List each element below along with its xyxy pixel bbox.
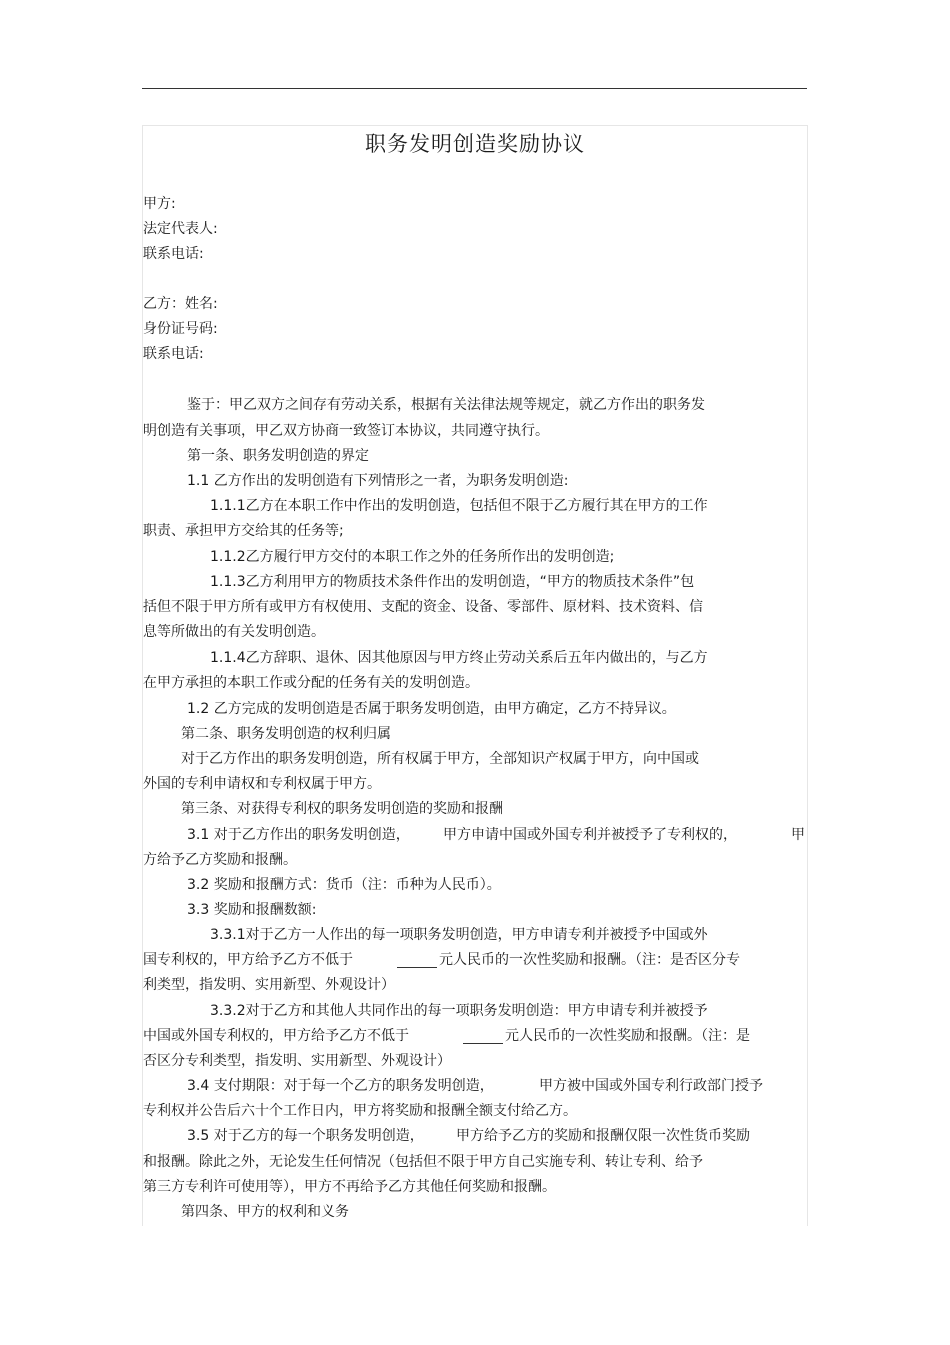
clause-3-3-2-part-2: 元人民币的一次性奖励和报酬。（注：是 (505, 1028, 750, 1044)
clause-3-3-1-line-3: 利类型，指发明、实用新型、外观设计） (143, 977, 395, 993)
document-title: 职务发明创造奖励协议 (365, 132, 585, 156)
clause-3-1-line-2: 方给予乙方奖励和报酬。 (143, 852, 297, 868)
header-rule (142, 88, 807, 89)
clause-3-3-2-line-3: 否区分专利类型，指发明、实用新型、外观设计） (143, 1053, 451, 1069)
party-b-name: 乙方：姓名: (143, 296, 218, 312)
clause-2-line-2: 外国的专利申请权和专利权属于甲方。 (143, 776, 381, 792)
clause-3-1-part-2: 甲方申请中国或外国专利并被授予了专利权的， (443, 827, 737, 843)
clause-1-1-3-line-2: 括但不限于甲方所有或甲方有权使用、支配的资金、设备、零部件、原材料、技术资料、信 (143, 599, 703, 615)
party-a-phone: 联系电话: (143, 246, 204, 262)
clause-3-1-part-3: 甲 (791, 827, 805, 843)
clause-3-3-2-part-1: 中国或外国专利权的，甲方给予乙方不低于 (143, 1028, 409, 1044)
preamble-line-1: 鉴于：甲乙双方之间存有劳动关系，根据有关法律法规等规定，就乙方作出的职务发 (187, 397, 705, 413)
article-3-heading: 第三条、对获得专利权的职务发明创造的奖励和报酬 (181, 801, 503, 817)
clause-3-1-part-1: 3.1 对于乙方作出的职务发明创造， (187, 827, 410, 843)
clause-1-1-4-line-1: 1.1.4乙方辞职、退休、因其他原因与甲方终止劳动关系后五年内做出的，与乙方 (210, 650, 708, 666)
amount-blank-1[interactable] (397, 953, 437, 968)
article-2-heading: 第二条、职务发明创造的权利归属 (181, 726, 391, 742)
clause-3-5-part-2: 甲方给予乙方的奖励和报酬仅限一次性货币奖励 (456, 1128, 750, 1144)
clause-1-1-1-line-1: 1.1.1乙方在本职工作中作出的发明创造，包括但不限于乙方履行其在甲方的工作 (210, 498, 708, 514)
clause-1-1-4-line-2: 在甲方承担的本职工作或分配的任务有关的发明创造。 (143, 675, 479, 691)
clause-3-4-part-1: 3.4 支付期限：对于每一个乙方的职务发明创造， (187, 1078, 494, 1094)
clause-3-5-line-3: 第三方专利许可使用等），甲方不再给予乙方其他任何奖励和报酬。 (143, 1179, 556, 1195)
clause-1-1-3-line-1: 1.1.3乙方利用甲方的物质技术条件作出的发明创造，“甲方的物质技术条件”包 (210, 574, 695, 590)
clause-3-4-part-2: 甲方被中国或外国专利行政部门授予 (539, 1078, 763, 1094)
article-1-heading: 第一条、职务发明创造的界定 (187, 448, 369, 464)
clause-3-3-1-part-2: 元人民币的一次性奖励和报酬。（注：是否区分专 (439, 952, 740, 968)
clause-3-4-line-2: 专利权并公告后六十个工作日内，甲方将奖励和报酬全额支付给乙方。 (143, 1103, 577, 1119)
clause-1-1-2: 1.1.2乙方履行甲方交付的本职工作之外的任务所作出的发明创造; (210, 549, 615, 565)
clause-1-1-1-line-2: 职责、承担甲方交给其的任务等; (143, 523, 344, 539)
clause-3-3-2-line-1: 3.3.2对于乙方和其他人共同作出的每一项职务发明创造：甲方申请专利并被授予 (210, 1003, 708, 1019)
clause-3-2: 3.2 奖励和报酬方式：货币（注：币种为人民币）。 (187, 877, 501, 893)
preamble-line-2: 明创造有关事项，甲乙双方协商一致签订本协议，共同遵守执行。 (143, 423, 549, 439)
party-b-phone: 联系电话: (143, 346, 204, 362)
party-a-label: 甲方: (143, 196, 176, 212)
article-4-heading: 第四条、甲方的权利和义务 (181, 1204, 349, 1220)
party-a-rep: 法定代表人: (143, 221, 218, 237)
clause-3-3-1-part-1: 国专利权的，甲方给予乙方不低于 (143, 952, 353, 968)
clause-1-1-3-line-3: 息等所做出的有关发明创造。 (143, 624, 325, 640)
clause-3-5-part-1: 3.5 对于乙方的每一个职务发明创造， (187, 1128, 424, 1144)
clause-3-3: 3.3 奖励和报酬数额: (187, 902, 317, 918)
clause-1-2: 1.2 乙方完成的发明创造是否属于职务发明创造，由甲方确定，乙方不持异议。 (187, 701, 676, 717)
party-b-id: 身份证号码: (143, 321, 218, 337)
clause-2-line-1: 对于乙方作出的职务发明创造，所有权属于甲方，全部知识产权属于甲方，向中国或 (181, 751, 699, 767)
clause-3-3-1-line-1: 3.3.1对于乙方一人作出的每一项职务发明创造，甲方申请专利并被授予中国或外 (210, 927, 708, 943)
clause-1-1: 1.1 乙方作出的发明创造有下列情形之一者，为职务发明创造: (187, 473, 569, 489)
clause-3-5-line-2: 和报酬。除此之外，无论发生任何情况（包括但不限于甲方自己实施专利、转让专利、给予 (143, 1154, 703, 1170)
amount-blank-2[interactable] (463, 1029, 503, 1044)
